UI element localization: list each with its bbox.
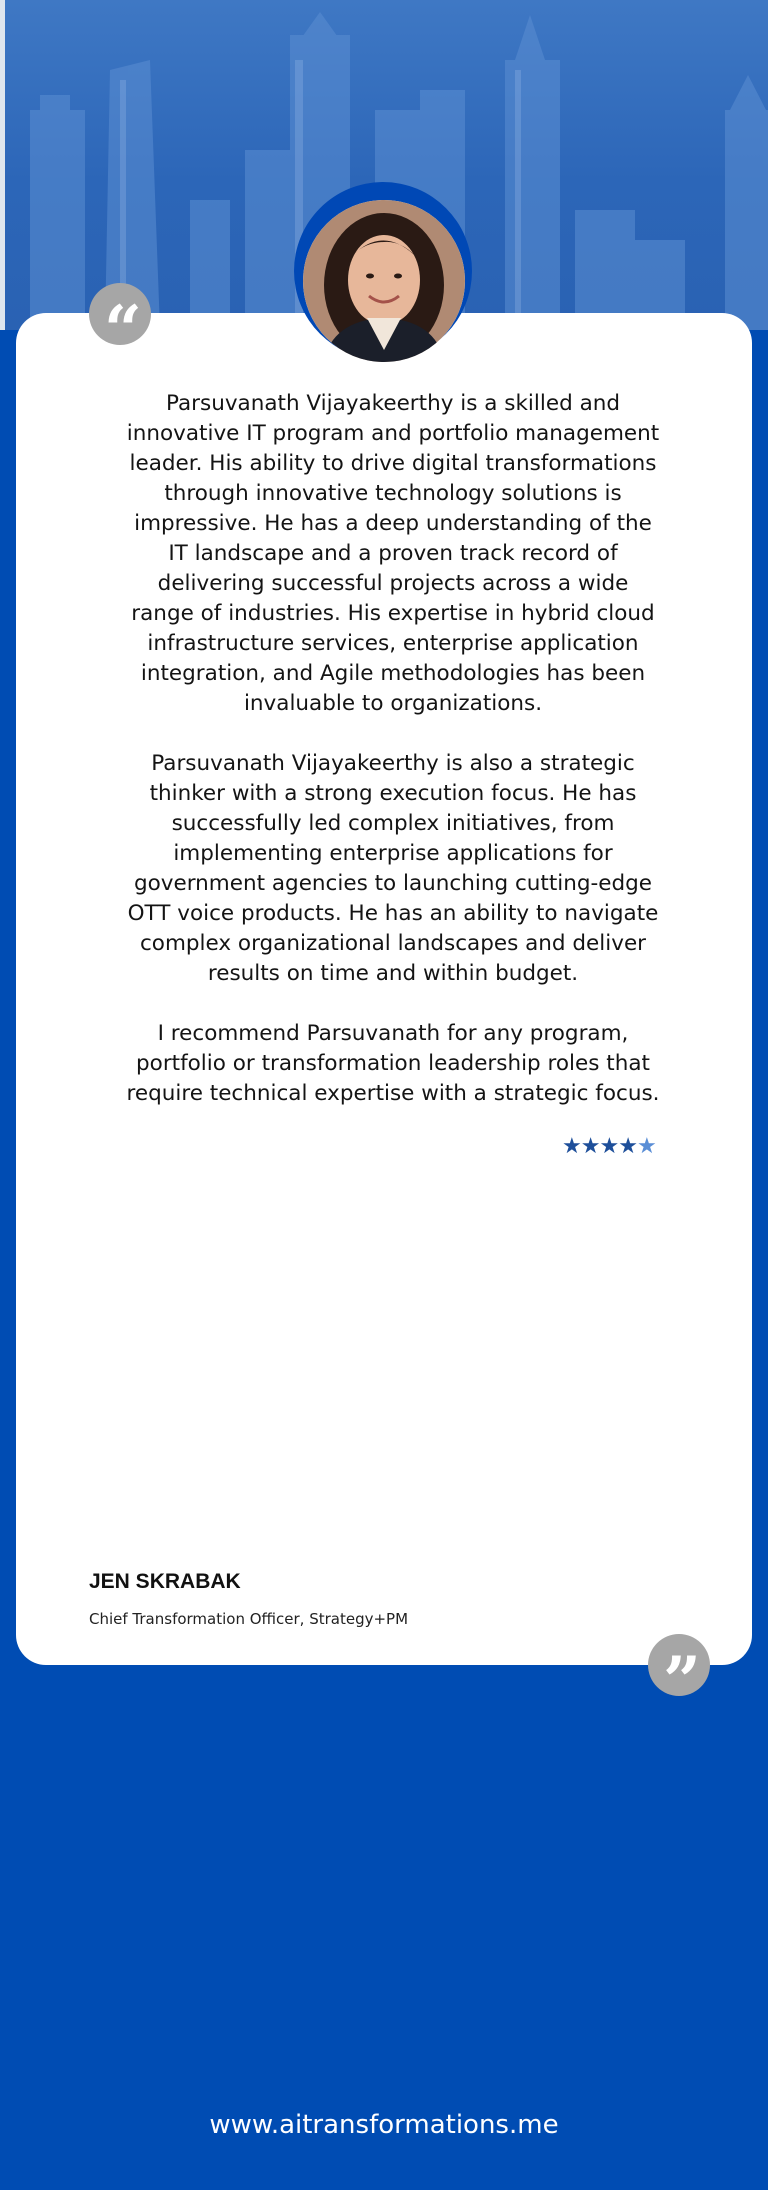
author-title: Chief Transformation Officer, Strategy+PM [89, 1610, 409, 1628]
avatar-photo-icon [303, 200, 465, 362]
star-rating [562, 1134, 656, 1159]
star-icon: ★ [599, 1134, 619, 1159]
testimonial-paragraph-3: I recommend Parsuvanath for any program, portfolio or transformation leadership roles that require technical expertise with a strategic focus. [126, 1021, 660, 1106]
star-icon: ★ [636, 1134, 656, 1159]
star-icon: ★ [618, 1134, 637, 1159]
testimonial-paragraph-2: Parsuvanath Vijayakeerthy is also a strategic thinker with a strong execution focus. He has successfully led complex initiatives, from implementing enterprise applications for government agencies to launching cutting-edge OTT voice products. He has an ability to navigate complex organizational landscapes and deliver results on time and within budget. [127, 751, 659, 986]
star-icon: ★ [562, 1134, 581, 1159]
testimonial-paragraph-1: Parsuvanath Vijayakeerthy is a skilled and innovative IT program and portfolio management leader. His ability to drive digital transformations through innovative technology solutions is impressive. He has a deep understanding of the IT landscape and a proven track record of delivering successful projects across a wide range of industries. His expertise in hybrid cloud infrastructure services, enterprise application integration, and Agile methodologies has been invaluable to organizations. [126, 391, 660, 716]
close-quote-icon: ” [648, 1634, 710, 1696]
testimonial-text [124, 389, 662, 1139]
open-quote-icon: “ [89, 283, 151, 345]
star-icon: ★ [580, 1134, 600, 1159]
website-link[interactable]: www.aitransformations.me [209, 2110, 559, 2140]
avatar [303, 200, 465, 362]
author-name: JEN SKRABAK [89, 1570, 241, 1593]
